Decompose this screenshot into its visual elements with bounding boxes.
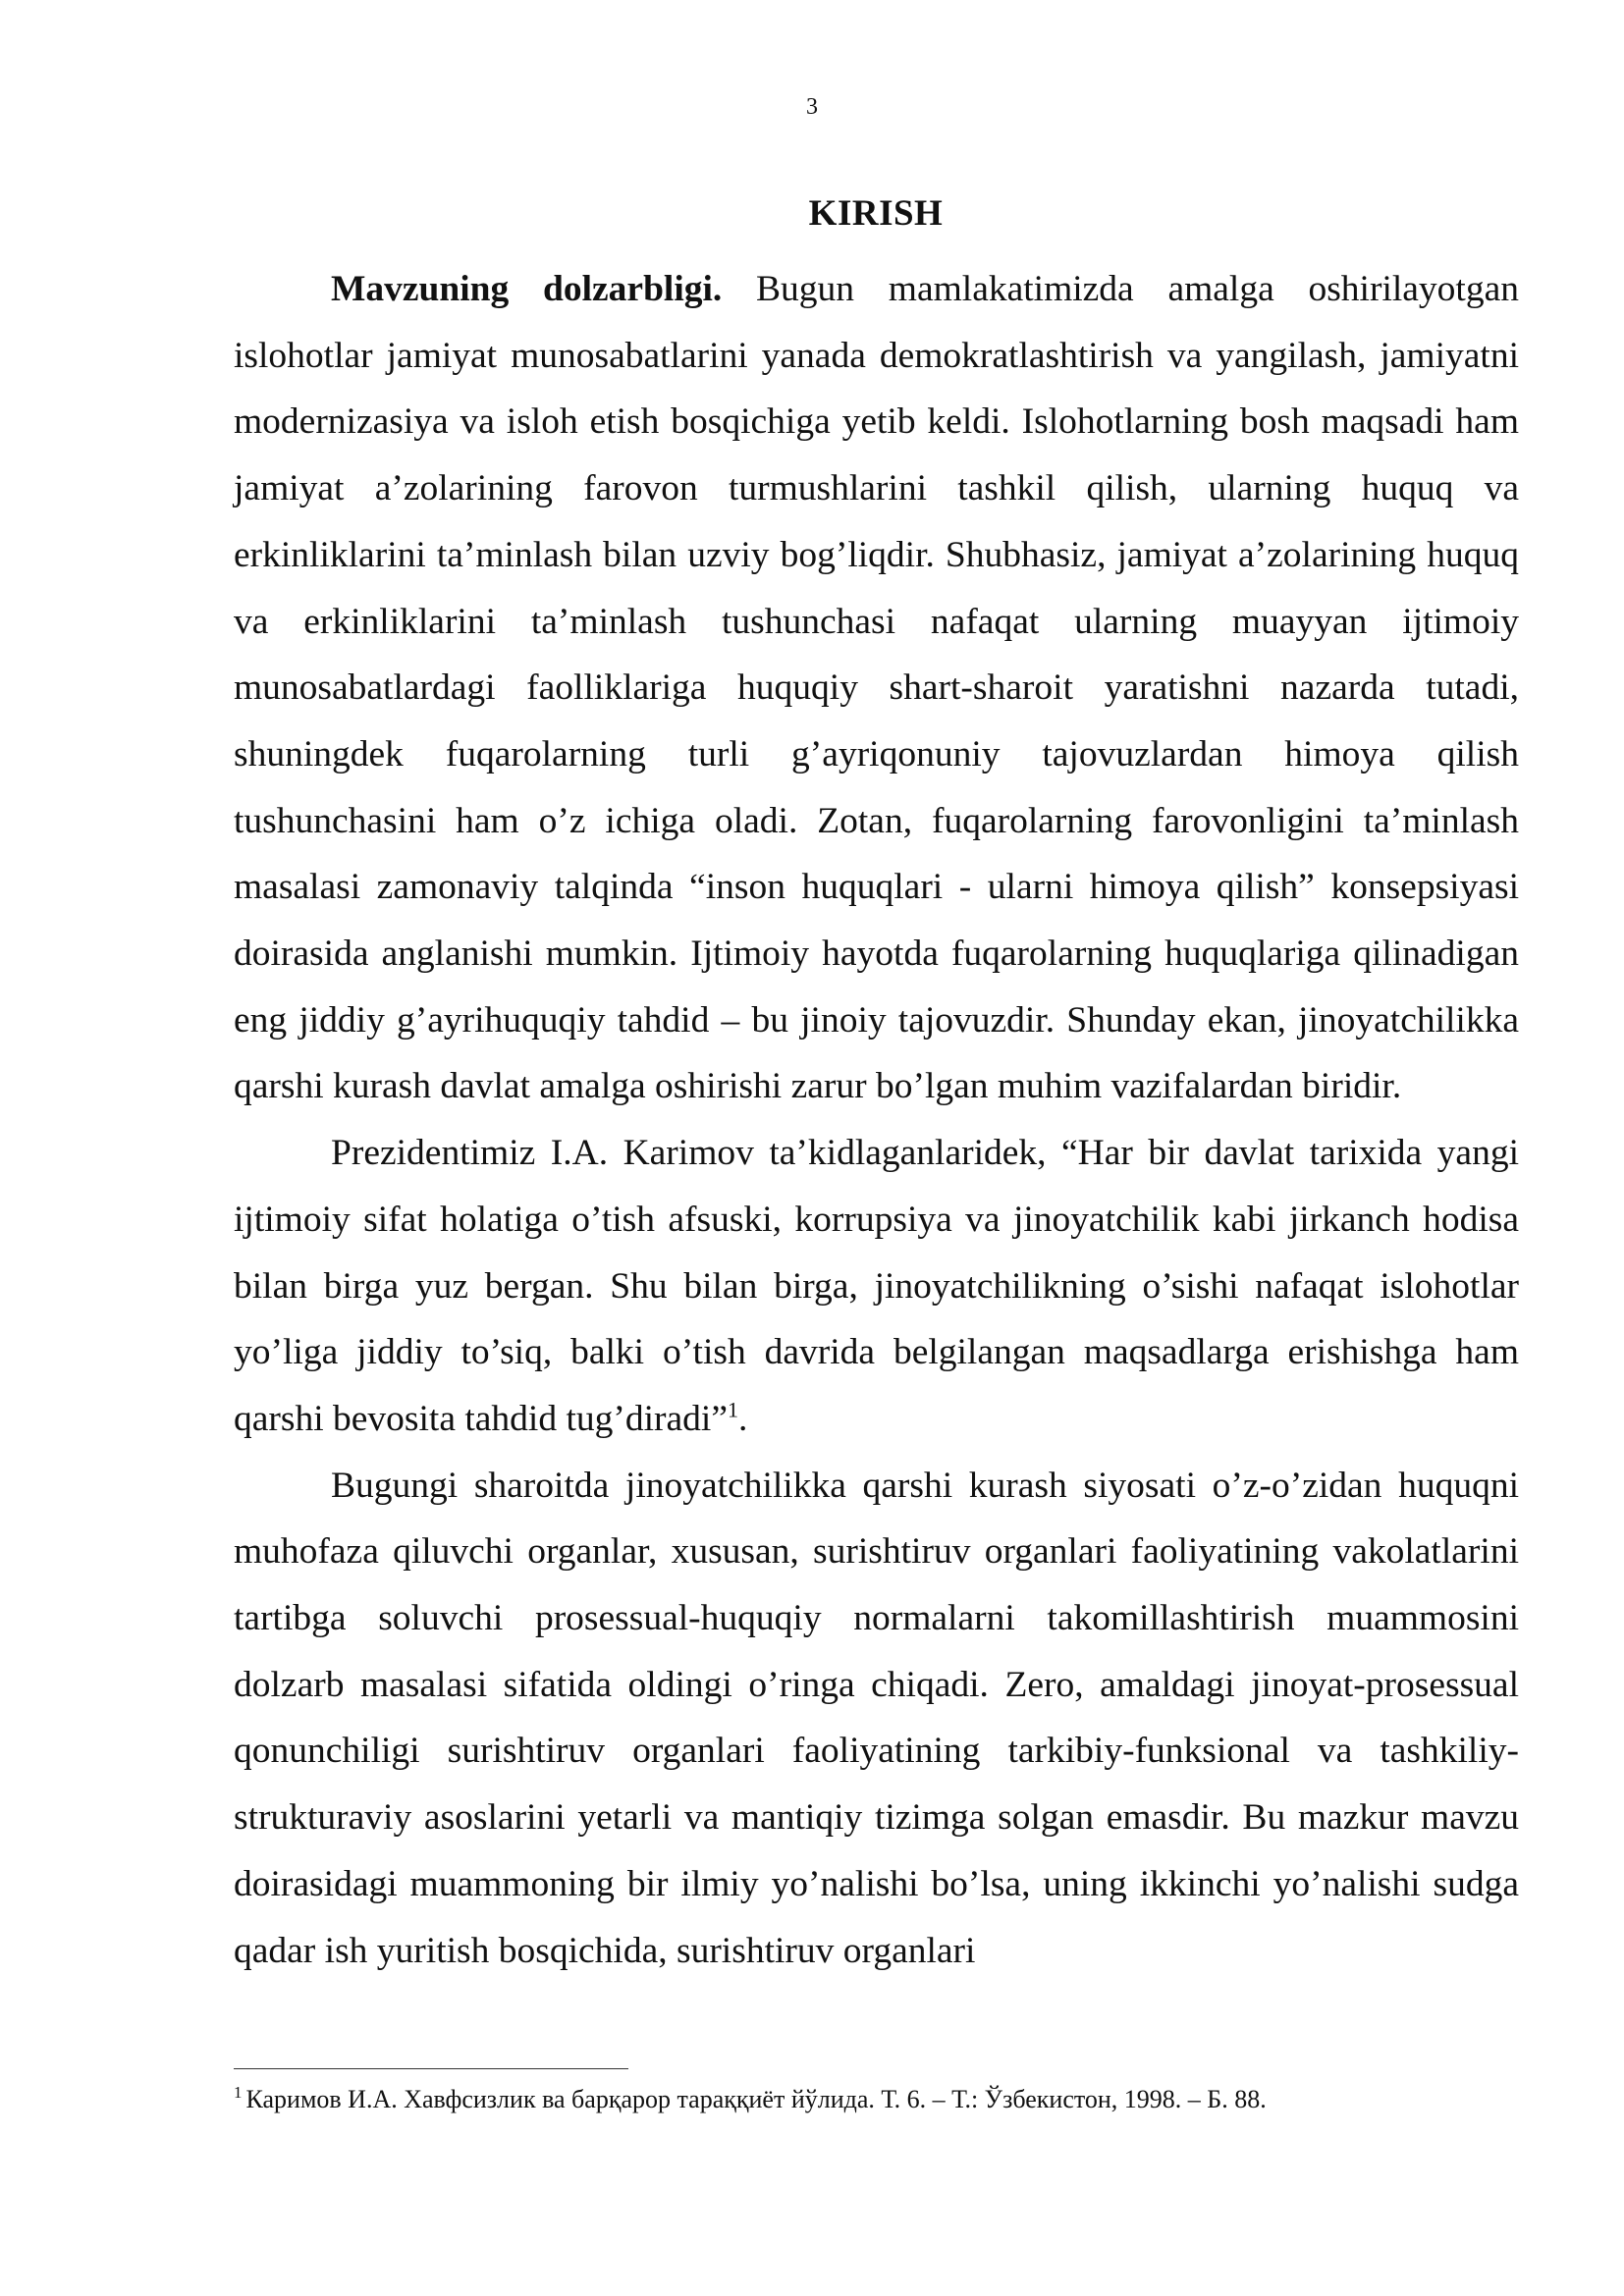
footnote-text: Каримов И.А. Хавфсизлик ва барқарор тараққиёт йўлида. Т. 6. – Т.: Ўзбекистон, 1998. – Б. 88.	[245, 2085, 1267, 2113]
paragraph-text: Bugungi sharoitda jinoyatchilikka qarshi kurash siyosati o’z-o’zidan huquqni muhofaza qiluvchi organlar, xususan, surishtiruv organlari faoliyatining vakolatlarini tartibga soluvchi prosessual-huquqiy normalarni takomillashtirish muammosini dolzarb masalasi sifatida oldingi o’ringa chiqadi. Zero, amaldagi jinoyat-prosessual qonunchiligi surishtiruv organlari faoliyatining tarkibiy-funksional va tashkiliy-strukturaviy asoslarini yetarli va mantiqiy tizimga solgan emasdir. Bu mazkur mavzu doirasidagi muammoning bir ilmiy yo’nalishi bo’lsa, uning ikkinchi yo’nalishi sudga qadar ish yuritish bosqichida, surishtiruv organlari	[234, 1465, 1519, 1971]
page-heading: KIRISH	[808, 193, 944, 234]
paragraph-lead: Mavzuning dolzarbligi.	[331, 269, 723, 309]
footnote	[234, 2083, 1519, 2116]
footnote-mark: 1	[234, 2083, 243, 2103]
paragraph-president-quote	[234, 1120, 1519, 1453]
paragraph-end-punctuation: .	[738, 1398, 748, 1439]
paragraph-relevance	[234, 256, 1519, 1120]
page-number: 3	[806, 94, 818, 120]
paragraph-current-conditions	[234, 1453, 1519, 1985]
body-text	[234, 256, 1519, 1984]
footnote-separator	[234, 2068, 628, 2069]
paragraph-text: Bugun mamlakatimizda amalga oshirilayotgan islohotlar jamiyat munosabatlarini yanada demokratlashtirish va yangilash, jamiyatni modernizasiya va isloh etish bosqichiga yetib keldi. Islohotlarning bosh maqsadi ham jamiyat a’zolarining farovon turmushlarini tashkil qilish, ularning huquq va erkinliklarini ta’minlash bilan uzviy bog’liqdir. Shubhasiz, jamiyat a’zolarining huquq va erkinliklarini ta’minlash tushunchasi nafaqat ularning muayyan ijtimoiy munosabatlardagi faolliklariga huquqiy shart-sharoit yaratishni nazarda tutadi, shuningdek fuqarolarning turli g’ayriqonuniy tajovuzlardan himoya qilish tushunchasini ham o’z ichiga oladi. Zotan, fuqarolarning farovonligini ta’minlash masalasi zamonaviy talqinda “inson huquqlari - ularni himoya qilish” konsepsiyasi doirasida anglanishi mumkin. Ijtimoiy hayotda fuqarolarning huquqlariga qilinadigan eng jiddiy g’ayrihuquqiy tahdid – bu jinoiy tajovuzdir. Shunday ekan, jinoyatchilikka qarshi kurash davlat amalga oshirishi zarur bo’lgan muhim vazifalardan biridir.	[234, 269, 1519, 1107]
paragraph-text: Prezidentimiz I.A. Karimov ta’kidlaganlaridek, “Har bir davlat tarixida yangi ijtimoiy sifat holatiga o’tish afsuski, korrupsiya va jinoyatchilik kabi jirkanch hodisa bilan birga yuz bergan. Shu bilan birga, jinoyatchilikning o’sishi nafaqat islohotlar yo’liga jiddiy to’siq, balki o’tish davrida belgilangan maqsadlarga erishishga ham qarshi bevosita tahdid tug’diradi”	[234, 1133, 1519, 1439]
footnote-reference[interactable]: 1	[728, 1397, 738, 1422]
